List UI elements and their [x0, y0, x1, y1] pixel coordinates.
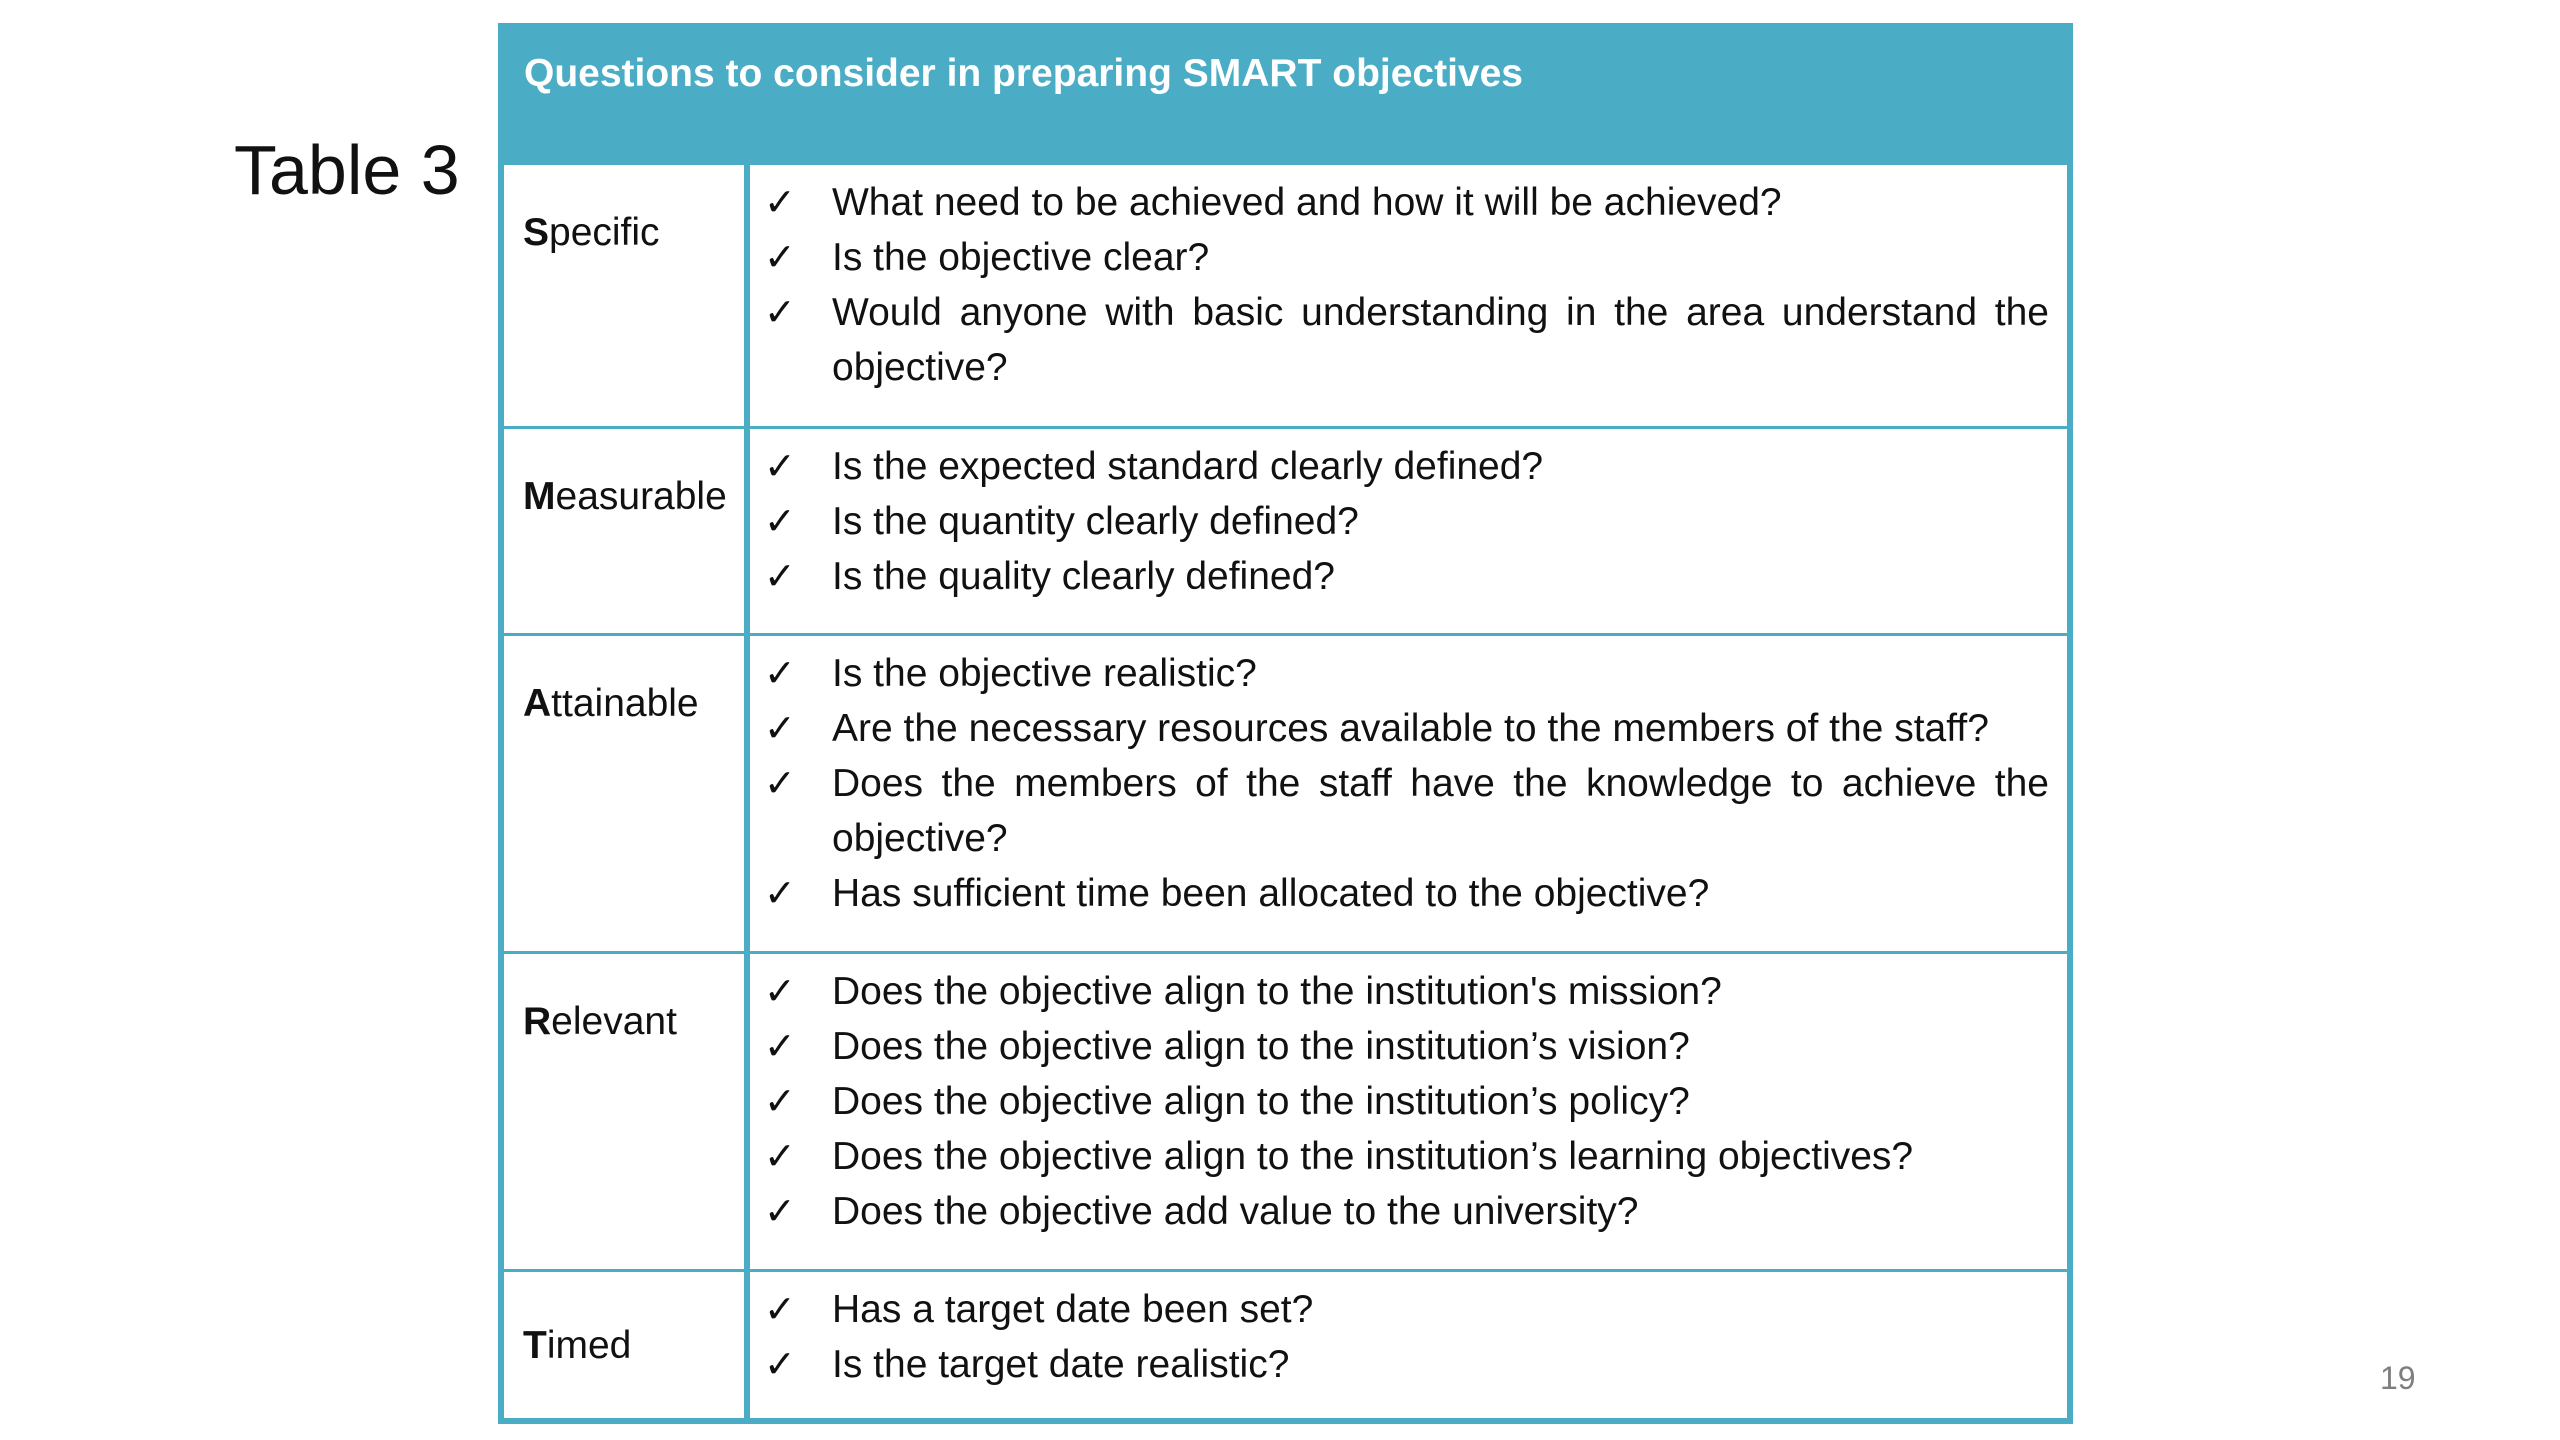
checkmark-icon: ✓ — [764, 651, 796, 695]
list-item-text: Is the expected standard clearly defined? — [832, 445, 1544, 488]
list-item — [764, 494, 2049, 549]
criterion-rest: pecific — [549, 211, 660, 254]
criterion-specific — [504, 165, 750, 426]
criterion-relevant — [504, 954, 750, 1269]
list-item — [764, 175, 2049, 230]
checkmark-icon: ✓ — [764, 290, 796, 334]
table-row-specific — [504, 162, 2067, 426]
checkmark-icon: ✓ — [764, 871, 796, 915]
list-item-text: Does the objective align to the institution's mission? — [832, 970, 1722, 1013]
list-item — [764, 1129, 2049, 1184]
checkmark-icon: ✓ — [764, 1079, 796, 1123]
list-item — [764, 1019, 2049, 1074]
list-item — [764, 964, 2049, 1019]
list-item-text: Is the objective clear? — [832, 236, 1210, 279]
criterion-initial: A — [523, 682, 552, 725]
checkmark-icon: ✓ — [764, 969, 796, 1013]
table-row-measurable — [504, 426, 2067, 633]
checkmark-icon: ✓ — [764, 1287, 796, 1331]
criterion-attainable — [504, 636, 750, 951]
list-item — [764, 1282, 2049, 1337]
checkmark-icon: ✓ — [764, 180, 796, 224]
checkmark-icon: ✓ — [764, 1024, 796, 1068]
criterion-initial: R — [523, 1000, 552, 1043]
list-item-text: Does the objective align to the institution’s vision? — [832, 1025, 1690, 1068]
checklist-attainable — [750, 636, 2067, 951]
list-item — [764, 439, 2049, 494]
checklist-relevant — [750, 954, 2067, 1269]
list-item — [764, 230, 2049, 285]
table-header: Questions to consider in preparing SMART objectives — [504, 29, 2067, 162]
list-item-text: Is the quantity clearly defined? — [832, 500, 1359, 543]
list-item-text: Are the necessary resources available to the members of the staff? — [832, 707, 1989, 750]
checkmark-icon: ✓ — [764, 1342, 796, 1386]
table-row-attainable — [504, 633, 2067, 951]
criterion-initial: T — [523, 1324, 547, 1367]
page-number: 19 — [2380, 1360, 2416, 1396]
list-item-text: Would anyone with basic understanding in the area understand the objective? — [832, 291, 2049, 389]
criterion-rest: ttainable — [551, 682, 699, 725]
smart-objectives-table — [498, 23, 2073, 1424]
list-item-text: Is the objective realistic? — [832, 652, 1257, 695]
list-item-text: Is the quality clearly defined? — [832, 555, 1335, 598]
list-item — [764, 756, 2049, 866]
criterion-measurable — [504, 429, 750, 633]
checkmark-icon: ✓ — [764, 499, 796, 543]
list-item — [764, 549, 2049, 604]
checkmark-icon: ✓ — [764, 235, 796, 279]
checkmark-icon: ✓ — [764, 444, 796, 488]
list-item-text: Does the members of the staff have the knowledge to achieve the objective? — [832, 762, 2049, 860]
checkmark-icon: ✓ — [764, 1134, 796, 1178]
list-item-text: Is the target date realistic? — [832, 1343, 1290, 1386]
list-item — [764, 1074, 2049, 1129]
criterion-timed — [504, 1272, 750, 1421]
criterion-rest: imed — [546, 1324, 632, 1367]
checklist-specific — [750, 165, 2067, 426]
checklist-measurable — [750, 429, 2067, 633]
criterion-rest: elevant — [551, 1000, 677, 1043]
criterion-rest: easurable — [555, 475, 727, 518]
table-row-relevant — [504, 951, 2067, 1269]
list-item-text: Has a target date been set? — [832, 1288, 1314, 1331]
list-item-text: Does the objective add value to the university? — [832, 1190, 1639, 1233]
list-item — [764, 285, 2049, 395]
slide-title: Table 3 — [234, 131, 460, 209]
list-item — [764, 646, 2049, 701]
checklist-timed — [750, 1272, 2067, 1421]
list-item-text: Has sufficient time been allocated to the objective? — [832, 872, 1710, 915]
checkmark-icon: ✓ — [764, 761, 796, 805]
list-item — [764, 1184, 2049, 1239]
list-item — [764, 1337, 2049, 1392]
list-item — [764, 866, 2049, 921]
table-row-timed — [504, 1269, 2067, 1421]
criterion-initial: S — [523, 211, 550, 254]
checkmark-icon: ✓ — [764, 554, 796, 598]
criterion-initial: M — [523, 475, 556, 518]
checkmark-icon: ✓ — [764, 1189, 796, 1233]
list-item-text: Does the objective align to the institution’s learning objectives? — [832, 1135, 1914, 1178]
list-item — [764, 701, 2049, 756]
list-item-text: What need to be achieved and how it will be achieved? — [832, 181, 1782, 224]
list-item-text: Does the objective align to the institution’s policy? — [832, 1080, 1690, 1123]
checkmark-icon: ✓ — [764, 706, 796, 750]
